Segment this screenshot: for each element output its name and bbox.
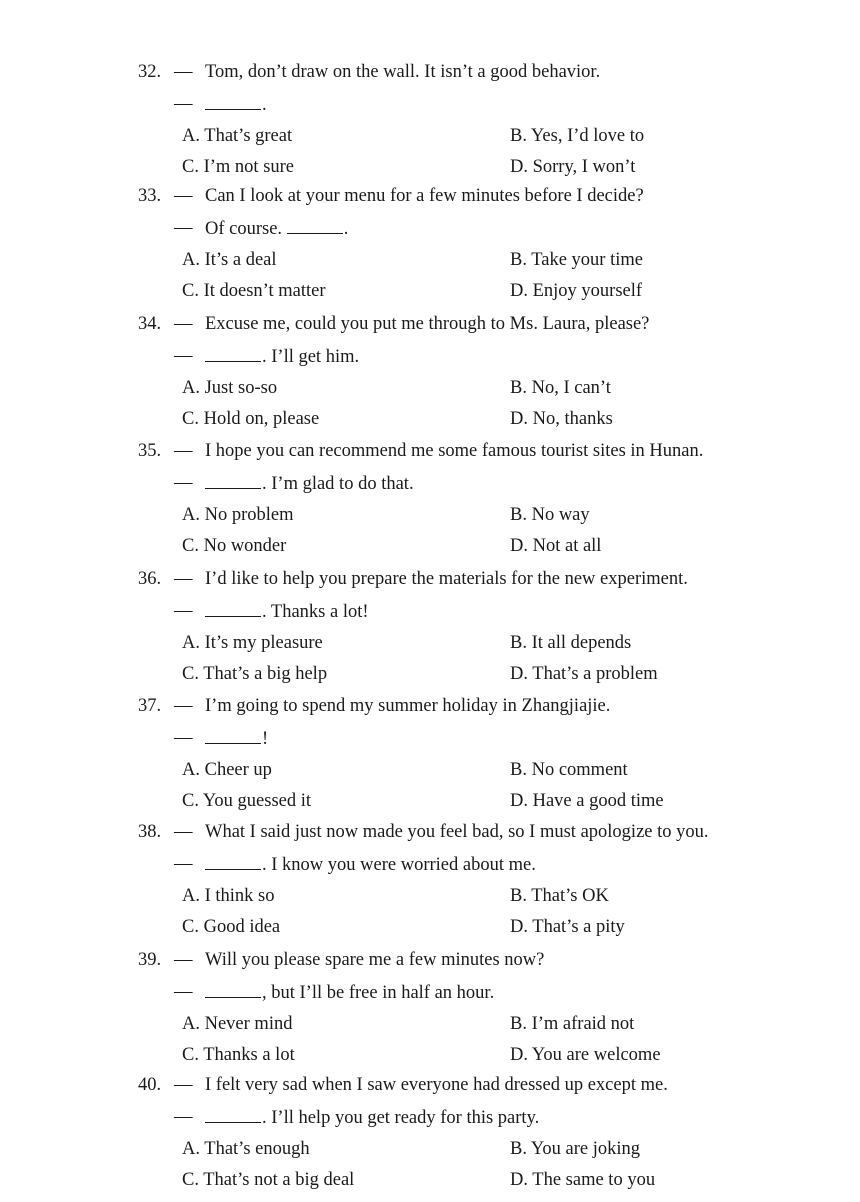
- reply-prefix: Of course.: [205, 219, 287, 239]
- answer-option[interactable]: A. That’s enough: [182, 1139, 310, 1159]
- answer-blank[interactable]: [205, 601, 261, 617]
- answer-option[interactable]: B. You are joking: [510, 1139, 641, 1159]
- dialogue-dash: —: [174, 728, 193, 748]
- dialogue-dash: —: [174, 441, 193, 461]
- dialogue-dash: —: [174, 601, 193, 621]
- question-item: [0, 822, 860, 949]
- answer-blank[interactable]: [205, 982, 261, 998]
- answer-option[interactable]: A. Never mind: [182, 1014, 293, 1034]
- answer-line: [205, 1107, 539, 1129]
- question-item: [0, 950, 860, 1077]
- question-prompt: I hope you can recommend me some famous tourist sites in Hunan.: [205, 441, 704, 461]
- question-item: [0, 186, 860, 313]
- reply-suffix: , but I’ll be free in half an hour.: [262, 983, 495, 1003]
- dialogue-dash: —: [174, 569, 193, 589]
- reply-suffix: !: [262, 729, 269, 749]
- answer-option[interactable]: A. Just so-so: [182, 378, 278, 398]
- dialogue-dash: —: [174, 950, 193, 970]
- answer-option[interactable]: A. No problem: [182, 505, 294, 525]
- question-prompt: Can I look at your menu for a few minutes before I decide?: [205, 186, 644, 206]
- question-prompt: I felt very sad when I saw everyone had dressed up except me.: [205, 1075, 668, 1095]
- question-prompt: I’m going to spend my summer holiday in Zhangjiajie.: [205, 696, 611, 716]
- answer-line: [205, 346, 359, 368]
- answer-blank[interactable]: [205, 1107, 261, 1123]
- reply-suffix: .: [262, 95, 267, 115]
- question-number: 32.: [138, 62, 162, 82]
- answer-option[interactable]: A. That’s great: [182, 126, 293, 146]
- question-item: [0, 696, 860, 823]
- answer-line: [205, 728, 268, 750]
- question-item: [0, 314, 860, 441]
- answer-option[interactable]: C. Thanks a lot: [182, 1045, 295, 1065]
- answer-option[interactable]: B. Take your time: [510, 250, 643, 270]
- answer-option[interactable]: C. No wonder: [182, 536, 287, 556]
- answer-option[interactable]: B. No way: [510, 505, 590, 525]
- question-number: 38.: [138, 822, 162, 842]
- answer-line: [205, 94, 267, 116]
- dialogue-dash: —: [174, 94, 193, 114]
- answer-blank[interactable]: [205, 728, 261, 744]
- answer-line: [205, 854, 536, 876]
- dialogue-dash: —: [174, 854, 193, 874]
- answer-option[interactable]: D. That’s a pity: [510, 917, 625, 937]
- answer-blank[interactable]: [205, 473, 261, 489]
- reply-suffix: . I’m glad to do that.: [262, 474, 414, 494]
- question-number: 40.: [138, 1075, 162, 1095]
- answer-option[interactable]: C. Good idea: [182, 917, 281, 937]
- question-number: 39.: [138, 950, 162, 970]
- dialogue-dash: —: [174, 696, 193, 716]
- answer-option[interactable]: B. No, I can’t: [510, 378, 611, 398]
- answer-option[interactable]: A. Cheer up: [182, 760, 272, 780]
- dialogue-dash: —: [174, 186, 193, 206]
- dialogue-dash: —: [174, 1075, 193, 1095]
- reply-suffix: .: [343, 219, 349, 239]
- dialogue-dash: —: [174, 346, 193, 366]
- question-number: 34.: [138, 314, 162, 334]
- answer-option[interactable]: C. You guessed it: [182, 791, 312, 811]
- dialogue-dash: —: [174, 314, 193, 334]
- reply-suffix: . I’ll get him.: [262, 347, 360, 367]
- answer-option[interactable]: D. No, thanks: [510, 409, 613, 429]
- answer-option[interactable]: D. The same to you: [510, 1170, 656, 1190]
- answer-option[interactable]: C. That’s not a big deal: [182, 1170, 355, 1190]
- question-number: 33.: [138, 186, 162, 206]
- question-number: 35.: [138, 441, 162, 461]
- dialogue-dash: —: [174, 982, 193, 1002]
- question-item: [0, 62, 860, 189]
- answer-option[interactable]: D. Not at all: [510, 536, 602, 556]
- answer-option[interactable]: B. Yes, I’d love to: [510, 126, 645, 146]
- question-prompt: Excuse me, could you put me through to Ms. Laura, please?: [205, 314, 650, 334]
- answer-line: [205, 601, 369, 623]
- answer-blank[interactable]: [205, 346, 261, 362]
- question-number: 37.: [138, 696, 162, 716]
- answer-option[interactable]: B. I’m afraid not: [510, 1014, 635, 1034]
- dialogue-dash: —: [174, 62, 193, 82]
- question-prompt: I’d like to help you prepare the materials for the new experiment.: [205, 569, 688, 589]
- answer-option[interactable]: C. Hold on, please: [182, 409, 320, 429]
- answer-line: [205, 218, 348, 240]
- dialogue-dash: —: [174, 218, 193, 238]
- question-item: [0, 1075, 860, 1202]
- answer-option[interactable]: D. Have a good time: [510, 791, 664, 811]
- answer-line: [205, 473, 414, 495]
- answer-line: [205, 982, 494, 1004]
- answer-blank[interactable]: [287, 218, 343, 234]
- question-prompt: Tom, don’t draw on the wall. It isn’t a good behavior.: [205, 62, 601, 82]
- answer-option[interactable]: B. It all depends: [510, 633, 632, 653]
- question-item: [0, 441, 860, 568]
- question-prompt: What I said just now made you feel bad, so I must apologize to you.: [205, 822, 709, 842]
- dialogue-dash: —: [174, 1107, 193, 1127]
- answer-option[interactable]: D. You are welcome: [510, 1045, 661, 1065]
- answer-option[interactable]: C. That’s a big help: [182, 664, 328, 684]
- reply-suffix: . Thanks a lot!: [262, 602, 369, 622]
- answer-blank[interactable]: [205, 854, 261, 870]
- question-prompt: Will you please spare me a few minutes now?: [205, 950, 545, 970]
- question-number: 36.: [138, 569, 162, 589]
- answer-option[interactable]: B. That’s OK: [510, 886, 609, 906]
- answer-option[interactable]: C. I’m not sure: [182, 157, 295, 177]
- answer-option[interactable]: A. It’s my pleasure: [182, 633, 323, 653]
- answer-option[interactable]: C. It doesn’t matter: [182, 281, 326, 301]
- reply-suffix: . I’ll help you get ready for this party.: [262, 1108, 540, 1128]
- answer-option[interactable]: A. It’s a deal: [182, 250, 277, 270]
- answer-option[interactable]: D. That’s a problem: [510, 664, 658, 684]
- answer-option[interactable]: D. Enjoy yourself: [510, 281, 643, 301]
- answer-blank[interactable]: [205, 94, 261, 110]
- reply-suffix: . I know you were worried about me.: [262, 855, 536, 875]
- answer-option[interactable]: D. Sorry, I won’t: [510, 157, 636, 177]
- question-item: [0, 569, 860, 696]
- answer-option[interactable]: A. I think so: [182, 886, 275, 906]
- answer-option[interactable]: B. No comment: [510, 760, 628, 780]
- dialogue-dash: —: [174, 473, 193, 493]
- dialogue-dash: —: [174, 822, 193, 842]
